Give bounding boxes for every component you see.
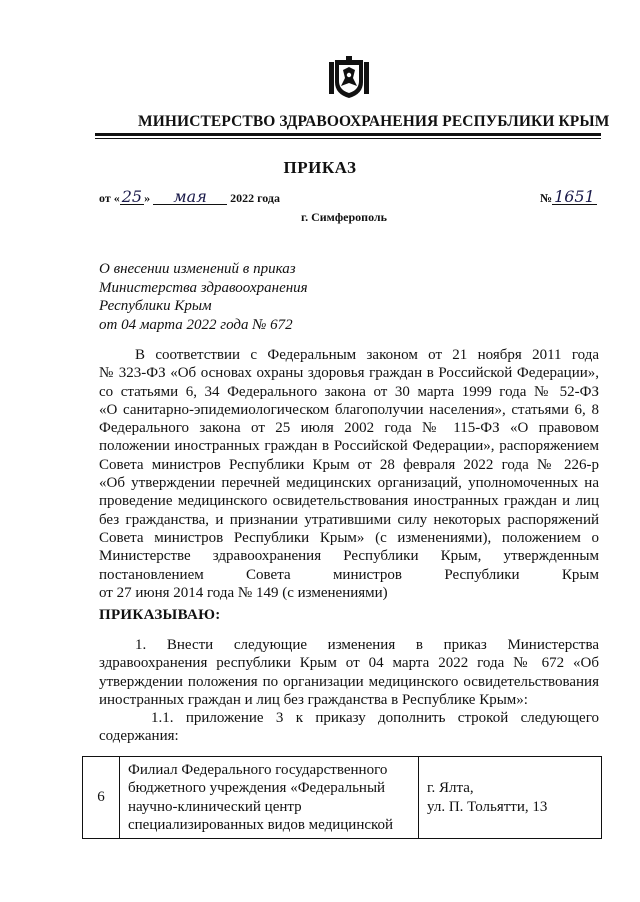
inserted-row-table (82, 756, 602, 839)
organization-name (120, 757, 419, 839)
preamble-line: «О санитарно-эпидемиологическом благополучии населения», статьями 6, 8 (99, 401, 599, 418)
preamble (99, 346, 599, 602)
subject-line: от 04 марта 2022 года № 672 (99, 316, 293, 333)
preamble-word: Совета (246, 566, 291, 583)
date-day-handwritten: 25 (121, 187, 143, 206)
preamble-word: Республики (444, 566, 520, 583)
preamble-line: со статьями 6, 34 Федерального закона от 30 марта 1999 года № 52-ФЗ (99, 383, 599, 400)
name-line: научно-клинический центр (128, 798, 302, 815)
crimea-coat-of-arms-icon (329, 56, 369, 100)
preamble-word: постановлением (99, 566, 204, 583)
preamble-line: Федерального закона от 25 июля 2002 года № 115-ФЗ «О правовом (99, 420, 599, 437)
preamble-line: без гражданства, и признании утратившими силу некоторых распоряжений (99, 511, 599, 528)
order-subject (99, 260, 308, 334)
number-prefix: № (540, 191, 553, 205)
preamble-line: Совета министров Республики Крым от 28 февраля 2022 года № 226-р (99, 456, 599, 473)
name-line: специализированных видов медицинской (128, 816, 394, 833)
address-line: ул. П. Тольятти, 13 (427, 798, 548, 815)
item-1-line: иностранных граждан и лиц без гражданства в Республике Крым»: (99, 691, 528, 708)
item-1-1-line: содержания: (99, 728, 179, 745)
row-number: 6 (83, 757, 120, 839)
item-1-line: здравоохранения республики Крым от 04 марта 2022 года № 672 «Об (99, 655, 599, 672)
organization-address (419, 757, 602, 839)
preamble-line: положении иностранных граждан в Российской Федерации», распоряжением (99, 438, 599, 455)
city: г. Симферополь (301, 210, 387, 224)
preamble-line: № 323-ФЗ «Об основах охраны здоровья граждан в Российской Федерации», (99, 365, 599, 382)
name-line: Филиал Федерального государственного (128, 762, 388, 778)
address-line: г. Ялта, (427, 780, 474, 797)
document-type: ПРИКАЗ (283, 158, 357, 177)
name-line: бюджетного учреждения «Федеральный (128, 780, 386, 797)
order-items (99, 636, 599, 746)
order-number (540, 187, 597, 206)
date-year: 2022 года (230, 191, 280, 205)
header-rule-thin (95, 138, 601, 139)
preamble-line-spaced (99, 566, 599, 584)
preamble-word: министров (332, 566, 402, 583)
number-handwritten: 1651 (554, 187, 595, 206)
date-mid: » (144, 191, 151, 205)
date-month-handwritten: мая (153, 190, 227, 205)
header-rule-thick (95, 133, 601, 136)
preamble-line: В соответствии с Федеральным законом от 21 ноября 2011 года (135, 347, 599, 363)
preamble-word: Крым (561, 566, 599, 583)
preamble-line: проведение медицинского освидетельствования иностранных граждан и лиц (99, 493, 599, 510)
preamble-line: от 27 июня 2014 года № 149 (с изменениями) (99, 584, 388, 601)
date-prefix: от « (99, 191, 120, 205)
order-date (99, 187, 280, 206)
subject-line: Республики Крым (99, 298, 212, 314)
item-1-line: 1. Внести следующие изменения в приказ Министерства (135, 637, 599, 653)
preamble-line: Министерстве здравоохранения Республики Крым, утвержденным (99, 548, 599, 565)
ministry-name: МИНИСТЕРСТВО ЗДРАВООХРАНЕНИЯ РЕСПУБЛИКИ КРЫМ (138, 113, 610, 130)
item-1-1-line: 1.1. приложение 3 к приказу дополнить строкой следующего (151, 710, 599, 727)
preamble-line: Совета министров Республики Крым» (с изменениями), положением о (99, 529, 599, 546)
table-row (83, 757, 602, 839)
preamble-line: «Об утверждении перечней медицинских организаций, уполномоченных на (99, 475, 599, 492)
order-word: ПРИКАЗЫВАЮ: (99, 607, 221, 623)
item-1-line: утверждении положения по организации медицинского освидетельствования (99, 673, 599, 690)
subject-line: Министерства здравоохранения (99, 279, 308, 296)
subject-line: О внесении изменений в приказ (99, 261, 296, 277)
